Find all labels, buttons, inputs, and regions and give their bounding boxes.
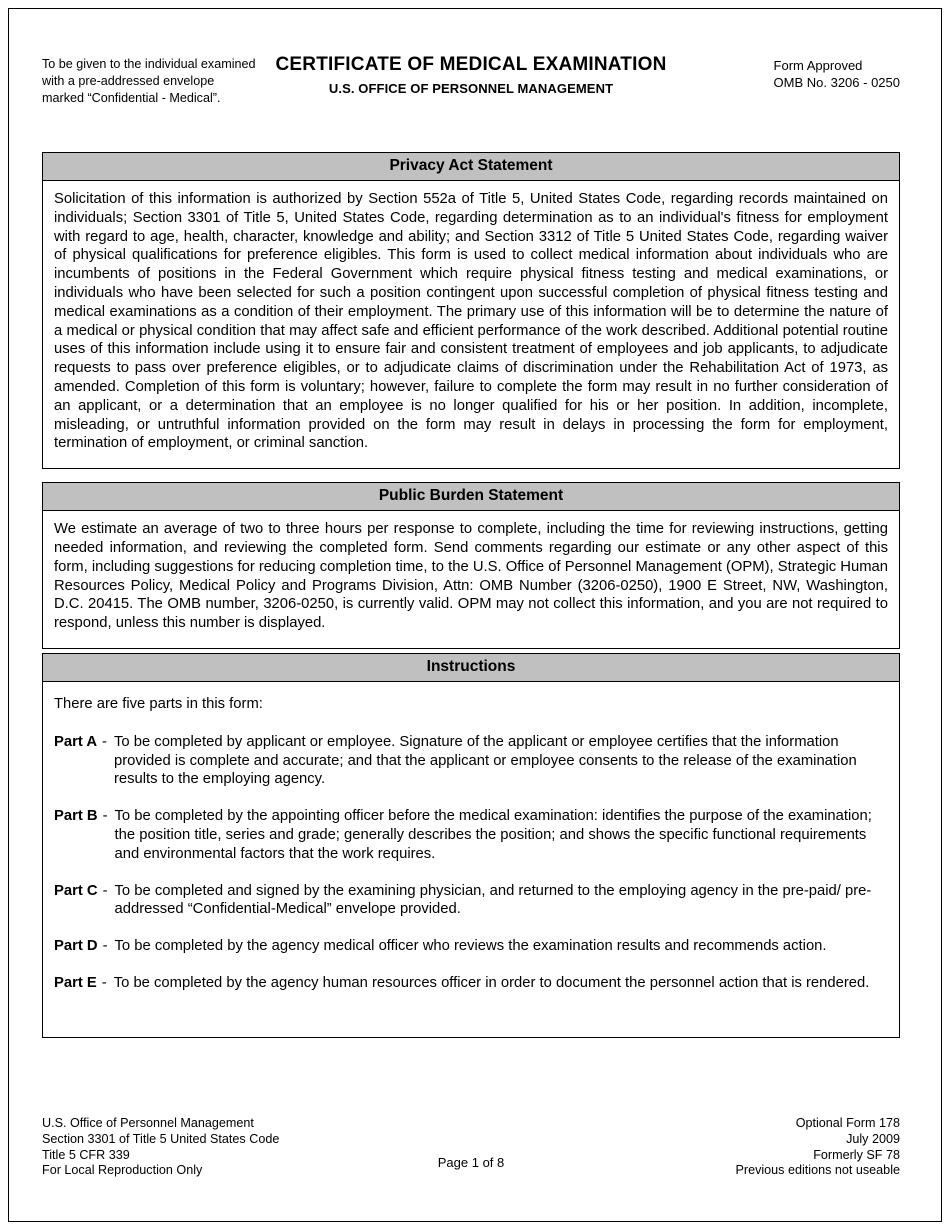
part-a-text: To be completed by applicant or employee. Signature of the applicant or employee certifies that the information provided is complete and accurate; and that the applicant or employee consents to the release of the examination results to the employing agency. bbox=[113, 733, 857, 788]
part-e-label: Part E bbox=[54, 974, 97, 991]
privacy-act-heading: Privacy Act Statement bbox=[43, 153, 899, 181]
public-burden-heading: Public Burden Statement bbox=[43, 483, 899, 511]
footer-formerly-line: Formerly SF 78 bbox=[813, 1147, 900, 1162]
form-subtitle: U.S. OFFICE OF PERSONNEL MANAGEMENT bbox=[328, 81, 614, 96]
page-number: Page 1 of 8 bbox=[437, 1155, 505, 1170]
omb-approval-block bbox=[774, 57, 900, 91]
part-d-text: To be completed by the agency medical officer who reviews the examination results and recommends action. bbox=[114, 938, 827, 955]
footer-cfr-line: Title 5 CFR 339 bbox=[42, 1147, 130, 1162]
form-approved-label: Form Approved bbox=[773, 58, 863, 73]
part-c-label: Part C bbox=[54, 882, 98, 899]
title-block bbox=[212, 54, 730, 96]
part-c-text: To be completed and signed by the examining physician, and returned to the employing agency in the pre-paid/ pre-addressed “Confidential-Medical” envelope provided. bbox=[114, 882, 872, 918]
distribution-note: To be given to the individual examined with a pre-addressed envelope marked “Confidential - Medical”. bbox=[42, 57, 256, 105]
instruction-part-c bbox=[54, 882, 888, 920]
form-title: CERTIFICATE OF MEDICAL EXAMINATION bbox=[275, 54, 667, 75]
public-burden-section bbox=[42, 482, 900, 649]
part-b-text: To be completed by the appointing officer before the medical examination: identifies the purpose of the examination; the position title, series and grade; generally describes the position; and shows the specific functional requirements and environmental factors that the work requires. bbox=[114, 808, 872, 862]
footer-form-date: July 2009 bbox=[846, 1131, 900, 1146]
page-content bbox=[42, 0, 900, 1038]
footer-editions-line: Previous editions not useable bbox=[735, 1163, 900, 1178]
omb-number: OMB No. 3206 - 0250 bbox=[773, 75, 900, 90]
instruction-part-e bbox=[54, 974, 888, 993]
footer-agency-line: U.S. Office of Personnel Management bbox=[42, 1116, 254, 1130]
part-e-text: To be completed by the agency human resources officer in order to document the personnel action that is rendered. bbox=[113, 974, 870, 991]
privacy-act-body: Solicitation of this information is authorized by Section 552a of Title 5, United States Code, regarding records maintained on individuals; Section 3301 of Title 5, United States Code, regarding determination as to an individual's fitness for employment with regard to age, health, character, knowledge and ability; and Section 3312 of Title 5 United States Code, regarding waiver of physical qualifications for preference eligibles. This form is used to collect medical information about individuals who are incumbents of positions in the Federal Government which require physical fitness testing and medical examinations, or individuals who have been selected for such a position contingent upon successful completion of physical fitness testing and medical examinations as a condition of their employment. The primary use of this information will be to determine the nature of a medical or physical condition that may affect safe and efficient performance of the work described. Additional potential routine uses of this information include using it to ensure fair and consistent treatment of employees and job applicants, to adjudicate requests to pass over preference eligibles, or to adjudicate claims of discrimination under the Rehabilitation Act of 1973, as amended. Completion of this form is voluntary; however, failure to complete the form may result in no further consideration of an applicant, or a determination that an employee is no longer qualified for his or her position. In addition, incomplete, misleading, or untruthful information provided on the form may result in delays in processing the form for employment, termination of employment, or criminal sanction. bbox=[54, 191, 888, 452]
footer-reproduction-line: For Local Reproduction Only bbox=[42, 1163, 203, 1178]
part-a-separator: - bbox=[102, 733, 107, 750]
instruction-part-b bbox=[54, 807, 888, 863]
instructions-intro: There are five parts in this form: bbox=[54, 695, 263, 712]
instructions-body bbox=[43, 682, 899, 1037]
part-a-label: Part A bbox=[54, 733, 98, 750]
part-d-separator: - bbox=[102, 938, 108, 955]
part-b-label: Part B bbox=[54, 808, 98, 825]
part-c-separator: - bbox=[102, 882, 108, 899]
footer-section-line: Section 3301 of Title 5 United States Code bbox=[42, 1131, 280, 1146]
instruction-part-d bbox=[54, 937, 888, 956]
part-b-separator: - bbox=[102, 808, 108, 825]
part-d-label: Part D bbox=[54, 938, 98, 955]
privacy-act-section bbox=[42, 152, 900, 469]
footer-right-block bbox=[735, 1116, 900, 1179]
public-burden-body: We estimate an average of two to three hours per response to complete, including the time for reviewing instructions, getting needed information, and reviewing the completed form. Send comments regarding our estimate or any other aspect of this form, including suggestions for reducing completion time, to the U.S. Office of Personnel Management (OPM), Strategic Human Resources Policy, Medical Policy and Programs Division, Attn: OMB Number (3206-0250), 1900 E Street, NW, Washington, D.C. 20415. The OMB number, 3206-0250, is currently valid. OPM may not collect this information, and you are not required to respond, unless this number is displayed. bbox=[54, 521, 888, 632]
form-header bbox=[42, 54, 900, 152]
instruction-part-a bbox=[54, 733, 888, 789]
part-e-separator: - bbox=[101, 974, 107, 991]
footer-form-number: Optional Form 178 bbox=[795, 1116, 900, 1130]
page-footer bbox=[42, 1116, 900, 1182]
instructions-section bbox=[42, 653, 900, 1038]
instructions-heading: Instructions bbox=[43, 654, 899, 682]
